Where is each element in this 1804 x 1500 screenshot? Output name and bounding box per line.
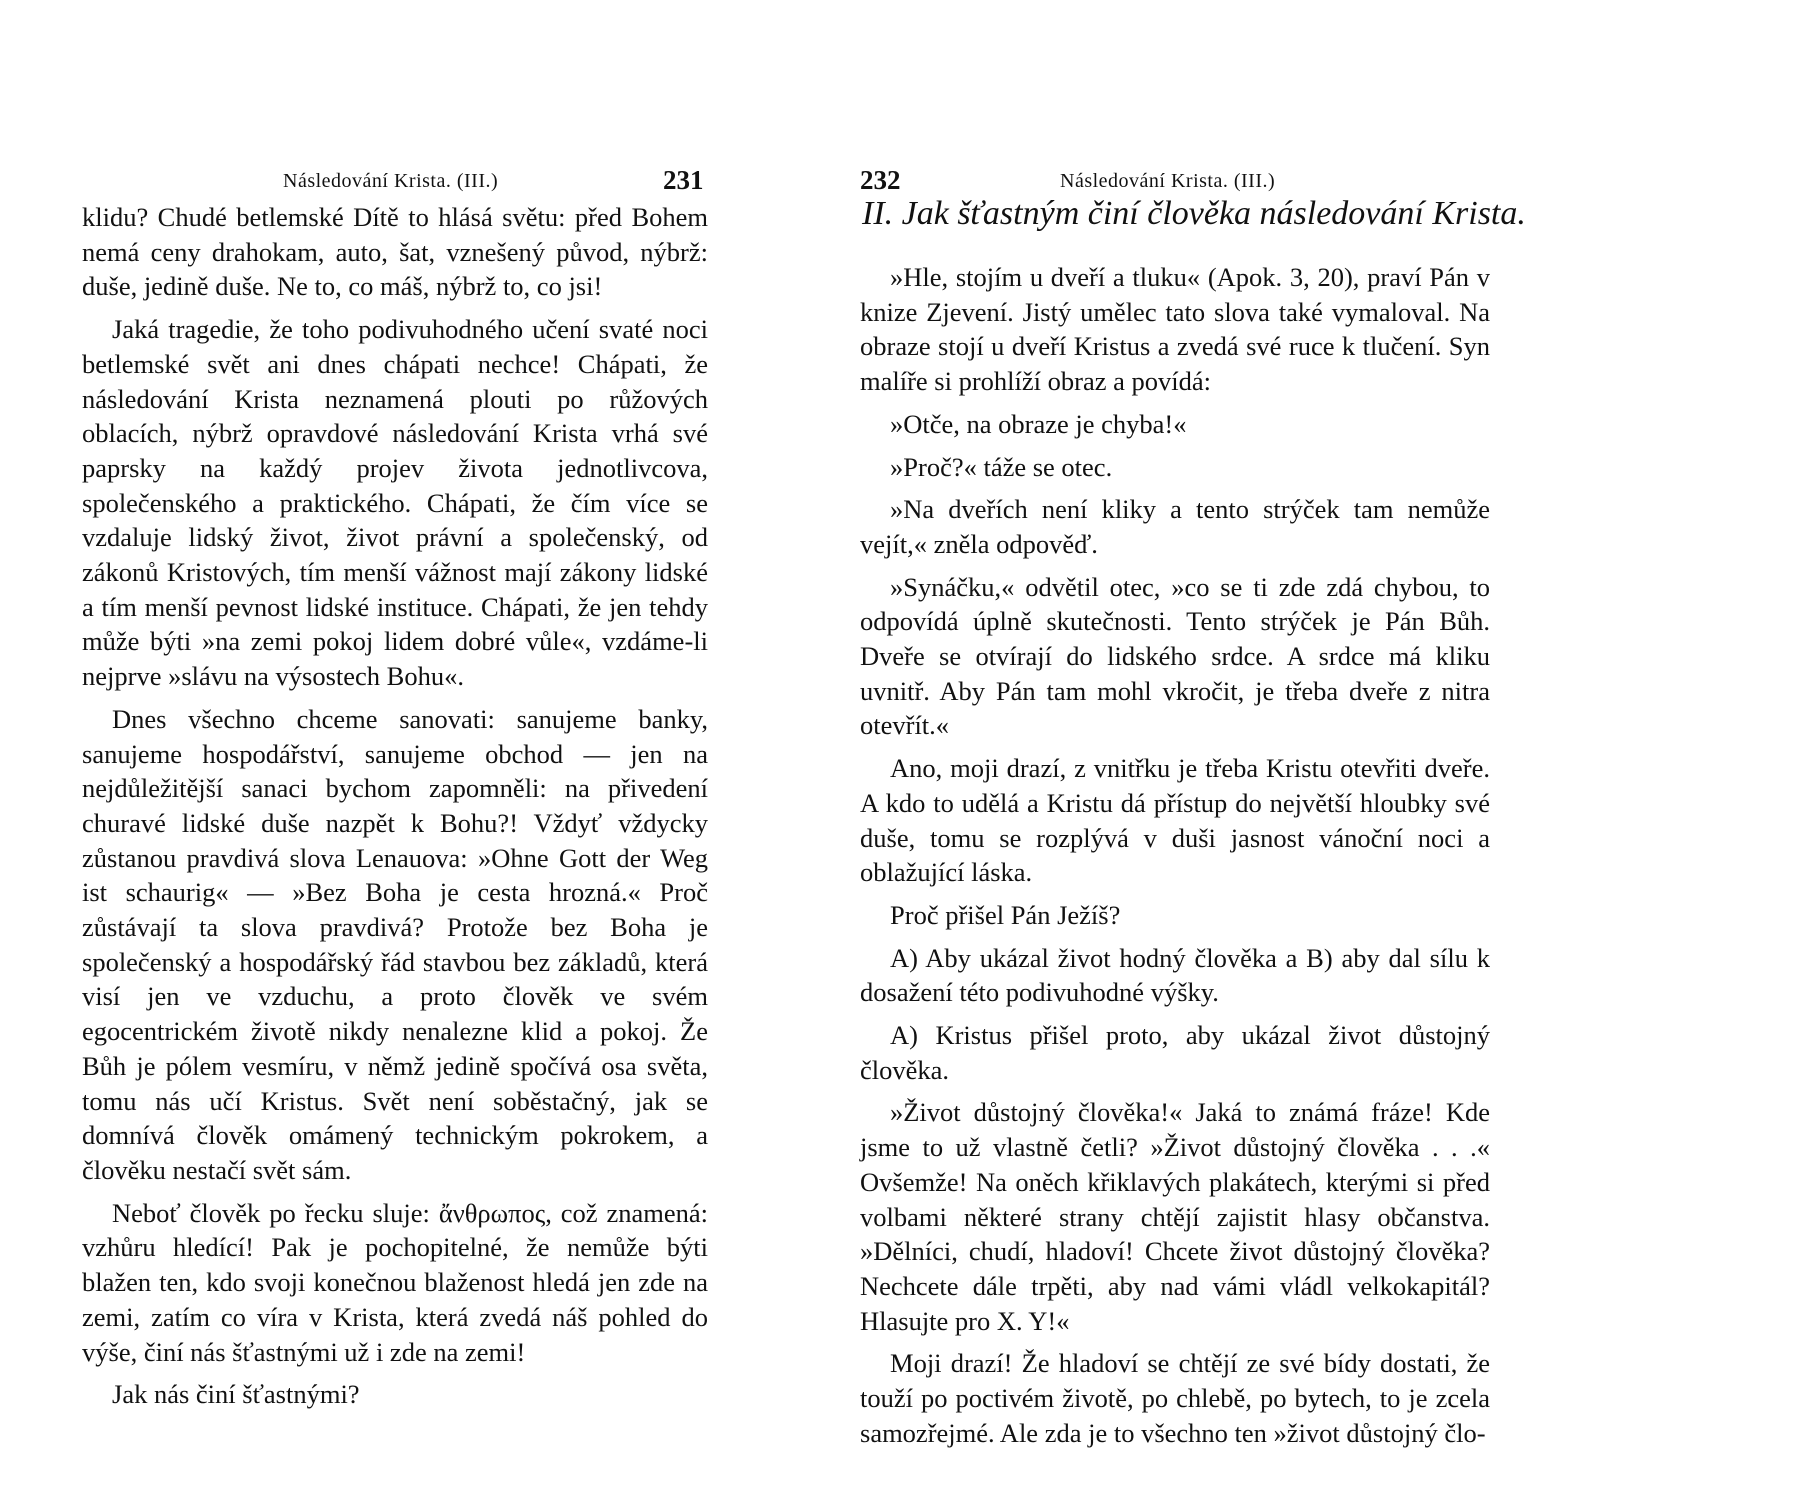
page-number: 231 [663, 165, 704, 195]
left-page [0, 0, 900, 1500]
paragraph: Dnes všechno chceme sanovati: sanujeme banky, sanujeme hospodářství, sanujeme obchod — jen na nejdůležitější sanaci bychom zapomněli: na přivedení churavé lidské duše nazpět k Bohu?! Vždyť vždycky zůstanou pravdivá slova Lenauova: »Ohne Gott der Weg ist schaurig« — »Bez Boha je cesta hrozná.« Proč zůstávají ta slova pravdivá? Protože bez Boha je společenský a hospodářský řád stavbou bez základů, která visí jen ve vzduchu, a proto člověk ve svém egocentrickém životě nikdy nenalezne klid a pokoj. Že Bůh je pólem vesmíru, v němž jedině spočívá osa světa, tomu nás učí Kristus. Svět není soběstačný, jak se domnívá člověk omámený technickým pokrokem, a člověku nestačí svět sám. [82, 703, 708, 1185]
paragraph: »Na dveřích není kliky a tento strýček tam nemůže vejít,« zněla odpověď. [860, 494, 1490, 559]
right-page [860, 0, 1804, 1500]
running-header: Následování Krista. (III.) [1060, 170, 1276, 192]
page-number: 232 [860, 165, 901, 195]
body-text [82, 200, 708, 1420]
paragraph: Ano, moji drazí, z vnitřku je třeba Kristu otevřiti dveře. A kdo to udělá a Kristu dá přístup do největší hloubky své duše, tomu se rozplývá v duši jasnost vánoční noci a oblažující láska. [860, 753, 1490, 888]
paragraph: Moji drazí! Že hladoví se chtějí ze své bídy dostati, že touží po poctivém životě, po chlebě, po bytech, to je zcela samozřejmé. Ale zda je to všechno ten »život důstojný člo- [860, 1348, 1490, 1448]
paragraph: Jak nás činí šťastnými? [112, 1379, 360, 1410]
body-text [860, 260, 1490, 1459]
paragraph: »Proč?« táže se otec. [890, 451, 1113, 482]
running-header: Následování Krista. (III.) [283, 170, 499, 192]
paragraph: »Otče, na obraze je chyba!« [890, 408, 1187, 439]
chapter-title: II. Jak šťastným činí člověka následování Krista. [862, 195, 1526, 232]
paragraph: Jaká tragedie, že toho podivuhodného učení svaté noci betlemské svět ani dnes chápati nechce! Chápati, že následování Krista neznamená plouti po růžových oblacích, nýbrž opravdové následování Krista vrhá své paprsky na každý projev života jednotlivcova, společenského a praktického. Chápati, že čím více se vzdaluje lidský život, život právní a společenský, od zákonů Kristových, tím menší vážnost mají zákony lidské a tím menší pevnost lidské instituce. Chápati, že jen tehdy může býti »na zemi pokoj lidem dobré vůle«, vzdáme-li nejprve »slávu na výsostech Bohu«. [82, 314, 708, 692]
paragraph: Proč přišel Pán Ježíš? [890, 899, 1121, 930]
paragraph: klidu? Chudé betlemské Dítě to hlásá světu: před Bohem nemá ceny drahokam, auto, šat, vznešený původ, nýbrž: duše, jedině duše. Ne to, co máš, nýbrž to, co jsi! [82, 202, 708, 302]
paragraph: A) Kristus přišel proto, aby ukázal život důstojný člověka. [860, 1020, 1490, 1085]
paragraph: »Hle, stojím u dveří a tluku« (Apok. 3, 20), praví Pán v knize Zjevení. Jistý umělec tato slova také vymaloval. Na obraze stojí u dveří Kristus a zvedá své ruce k tlučení. Syn malíře si prohlíží obraz a povídá: [860, 262, 1490, 397]
paragraph: »Synáčku,« odvětil otec, »co se ti zde zdá chybou, to odpovídá úplně skutečnosti. Tento strýček je Pán Bůh. Dveře se otvírají do lidského srdce. A srdce má kliku uvnitř. Aby Pán tam mohl vkročit, je třeba dveře z nitra otevřít.« [860, 571, 1490, 741]
paragraph: A) Aby ukázal život hodný člověka a B) aby dal sílu k dosažení této podivuhodné výšky. [860, 942, 1490, 1008]
paragraph: »Život důstojný člověka!« Jaká to známá fráze! Kde jsme to už vlastně četli? »Život důstojný člověka . . .« Ovšemže! Na oněch křiklavých plakátech, kterými si před volbami některé strany chtějí zajistit hlasy občanstva. »Dělníci, chudí, hladoví! Chcete život důstojný člověka? Nechcete dále trpěti, aby nad vámi vládl velkokapitál? Hlasujte pro X. Y!« [860, 1097, 1490, 1336]
paragraph: Neboť člověk po řecku sluje: ἄνθρωπος, což znamená: vzhůru hledící! Pak je pochopitelné, že nemůže býti blažen ten, kdo svoji konečnou blaženost hledá jen zde na zemi, zatím co víra v Krista, která zvedá náš pohled do výše, činí nás šťastnými už i zde na zemi! [82, 1197, 708, 1367]
